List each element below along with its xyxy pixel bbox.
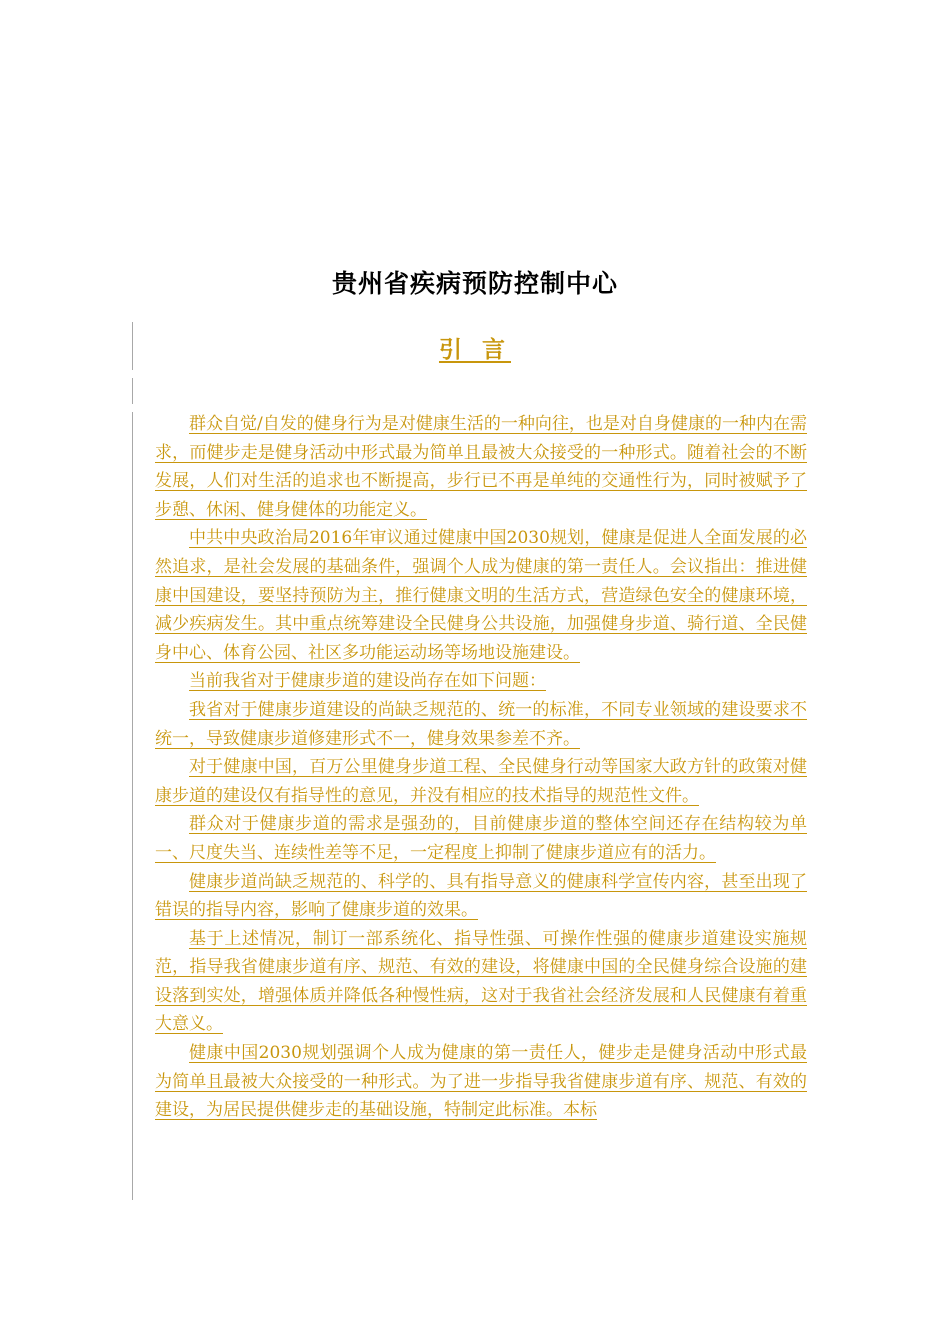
paragraph: 健康中国2030规划强调个人成为健康的第一责任人，健步走是健身活动中形式最为简单且最被大众接受的一种形式。为了进一步指导我省健康步道有序、规范、有效的建设，为居民提供健步走的基础设施，特制定此标准。本标 [155, 1043, 807, 1121]
paragraph: 中共中央政治局2016年审议通过健康中国2030规划，健康是促进人全面发展的必然追求，是社会发展的基础条件，强调个人成为健康的第一责任人。会议指出：推进健康中国建设，要坚持预防为主，推行健康文明的生活方式，营造绿色安全的健康环境，减少疾病发生。其中重点统筹建设全民健身公共设施，加强健身步道、骑行道、全民健身中心、体育公园、社区多功能运动场等场地设施建设。 [155, 528, 807, 663]
section-heading-text: 引 言 [438, 336, 511, 363]
paragraph: 基于上述情况，制订一部系统化、指导性强、可操作性强的健康步道建设实施规范，指导我省健康步道有序、规范、有效的建设，将健康中国的全民健身综合设施的建设落到实处，增强体质并降低各种慢性病，这对于我省社会经济发展和人民健康有着重大意义。 [155, 928, 807, 1035]
paragraph: 健康步道尚缺乏规范的、科学的、具有指导意义的健康科学宣传内容，甚至出现了错误的指导内容，影响了健康步道的效果。 [155, 871, 807, 921]
page-title: 贵州省疾病预防控制中心 [331, 269, 618, 298]
body-text [155, 410, 807, 1210]
paragraph: 我省对于健康步道建设的尚缺乏规范的、统一的标准，不同专业领域的建设要求不统一，导致健康步道修建形式不一，健身效果参差不齐。 [155, 699, 807, 749]
paragraph: 群众自觉/自发的健身行为是对健康生活的一种向往，也是对自身健康的一种内在需求，而健步走是健身活动中形式最为简单且最被大众接受的一种形式。随着社会的不断发展，人们对生活的追求也不断提高，步行已不再是单纯的交通性行为，同时被赋予了步憩、休闲、健身健体的功能定义。 [155, 414, 807, 520]
revision-bar [132, 412, 133, 1200]
paragraph: 当前我省对于健康步道的建设尚存在如下问题： [189, 671, 546, 692]
section-heading [0, 334, 950, 366]
paragraph: 群众对于健康步道的需求是强劲的，目前健康步道的整体空间还存在结构较为单一、尺度失当、连续性差等不足，一定程度上抑制了健康步道应有的活力。 [155, 814, 807, 863]
paragraph: 对于健康中国，百万公里健身步道工程、全民健身行动等国家大政方针的政策对健康步道的建设仅有指导性的意见，并没有相应的技术指导的规范性文件。 [155, 757, 807, 806]
revision-bar [132, 378, 133, 404]
